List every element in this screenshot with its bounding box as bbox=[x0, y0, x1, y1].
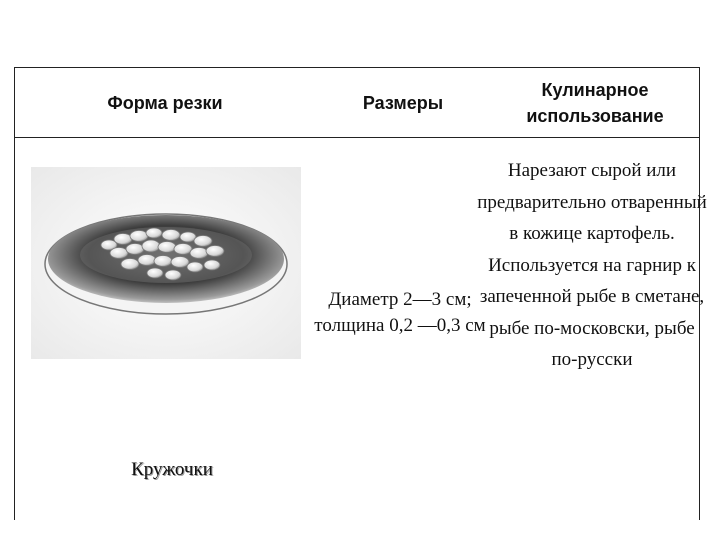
header-culinary-use: Кулинарное использование bbox=[526, 79, 664, 126]
header-dimensions: Размеры bbox=[362, 92, 444, 113]
dimensions-cell: Диаметр 2—3 см; толщина 0,2 —0,3 см bbox=[314, 289, 486, 336]
header-divider bbox=[15, 137, 699, 138]
potato-slices-plate-image bbox=[31, 167, 301, 359]
shape-name-caption: Кружочки bbox=[131, 459, 213, 480]
header-cut-shape: Форма резки bbox=[107, 92, 223, 113]
cutting-forms-table bbox=[14, 67, 707, 520]
culinary-use-cell: Нарезают сырой или предварительно отваренный в кожице картофель. Используется на гарнир к запеченной рыбе в сметане, рыбе по-московски, рыбе по-русски bbox=[477, 160, 707, 370]
